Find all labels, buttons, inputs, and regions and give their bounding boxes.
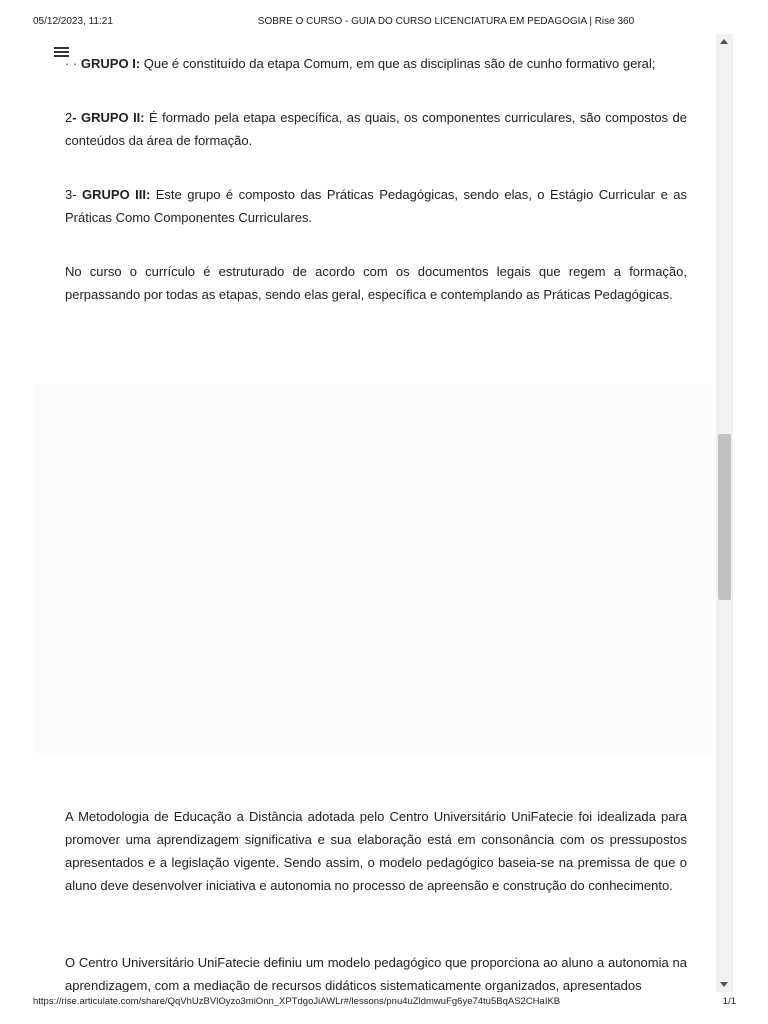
lesson-content [34, 34, 716, 992]
grupo-i-paragraph [65, 52, 687, 75]
scroll-down-arrow-icon[interactable] [720, 982, 728, 987]
print-footer [0, 996, 768, 1010]
print-datetime: 05/12/2023, 11:21 [33, 16, 113, 27]
grupo-ii-label: - GRUPO II: [72, 110, 145, 125]
grupo-ii-text: É formado pela etapa específica, as quais, os componentes curriculares, são compostos de conteúdos da área de formação. [65, 110, 687, 148]
grupo-iii-paragraph [65, 183, 687, 229]
embedded-media-area [34, 384, 716, 754]
grupo-iii-prefix: 3- [65, 187, 77, 202]
scroll-up-arrow-icon[interactable] [720, 39, 728, 44]
grupo-iii-label: GRUPO III: [76, 187, 151, 202]
print-page-count: 1/1 [722, 996, 736, 1007]
grupo-i-prefix: · · [65, 56, 78, 71]
grupo-i-text: Que é constituído da etapa Comum, em que as disciplinas são de cunho formativo geral; [140, 56, 656, 71]
modelo-pedagogico-paragraph: O Centro Universitário UniFatecie definiu um modelo pedagógico que proporciona ao aluno a autonomia na aprendizagem, com a mediação de recursos didáticos sistematicamente organizados, apresentados [65, 955, 687, 992]
grupo-ii-paragraph [65, 106, 687, 152]
grupo-i-label: GRUPO I: [80, 56, 141, 71]
grupo-iii-text: Este grupo é composto das Práticas Pedagógicas, sendo elas, o Estágio Curricular e as Práticas Como Componentes Curriculares. [65, 187, 687, 225]
scrollbar-thumb[interactable] [718, 434, 731, 600]
curriculo-paragraph: No curso o currículo é estruturado de acordo com os documentos legais que regem a formação, perpassando por todas as etapas, sendo elas geral, específica e contemplando as Práticas Pedagógicas. [65, 264, 687, 302]
metodologia-paragraph: A Metodologia de Educação a Distância adotada pelo Centro Universitário UniFatecie foi idealizada para promover uma aprendizagem significativa e sua elaboração está em consonância com os pressupostos apresentados e a legislação vigente. Sendo assim, o modelo pedagógico baseia-se na premissa de que o aluno deve desenvolver iniciativa e autonomia no processo de apreensão e construção do conhecimento. [65, 809, 687, 893]
print-page-title: SOBRE O CURSO - GUIA DO CURSO LICENCIATURA EM PEDAGOGIA | Rise 360 [257, 16, 635, 27]
vertical-scrollbar[interactable] [716, 34, 733, 992]
grupo-ii-prefix: 2 [65, 110, 73, 125]
print-url: https://rise.articulate.com/share/QqVhUzBVlOyzo3miOnn_XPTdgoJiAWLr#/lessons/pnu4uZldmwuFg6ye74tu5BqAS2CHaIKB [33, 996, 561, 1007]
print-header [0, 14, 768, 30]
